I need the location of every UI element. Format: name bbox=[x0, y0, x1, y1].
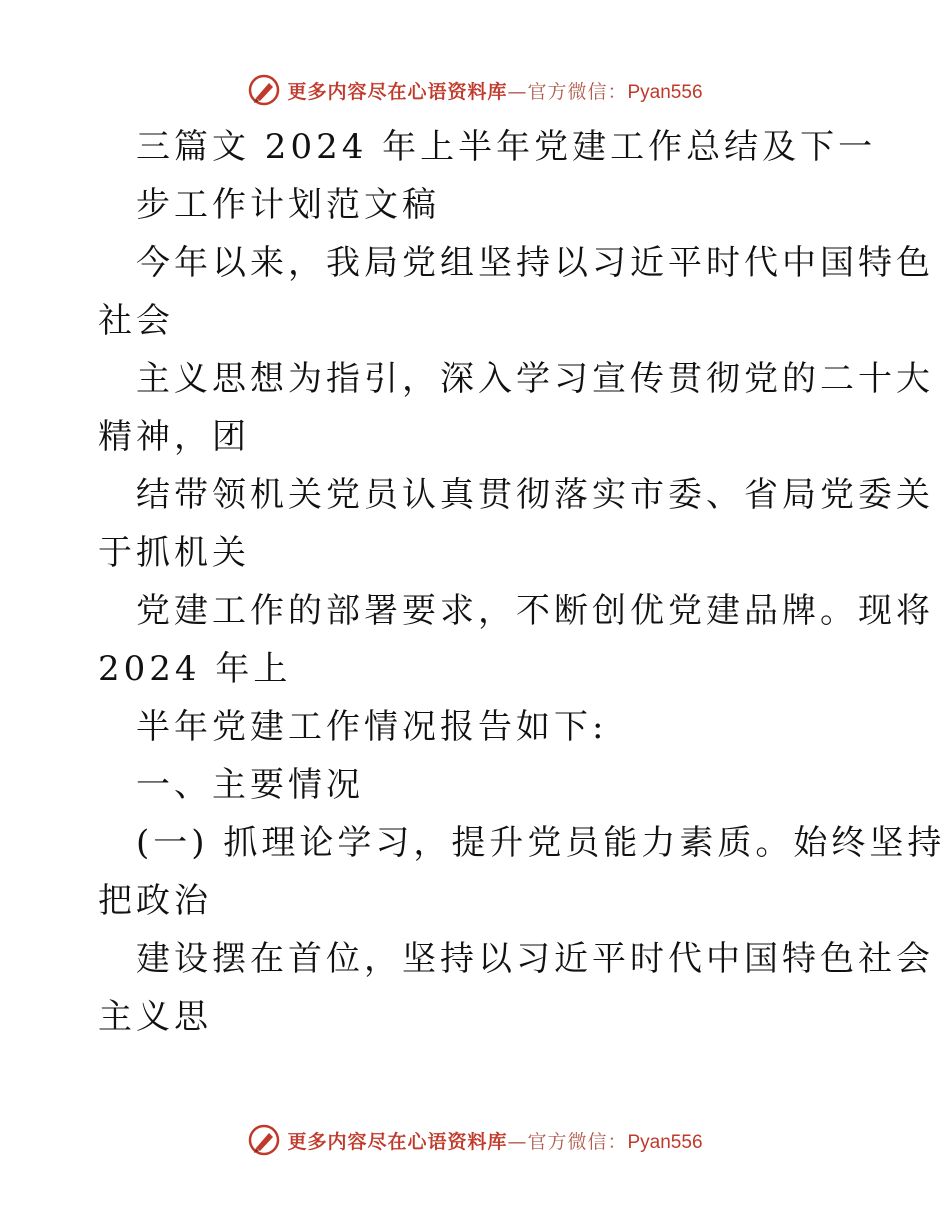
text-line: 结带领机关党员认真贯彻落实市委、省局党委关 bbox=[136, 475, 934, 515]
watermark-sub: 官方微信： bbox=[527, 1130, 628, 1153]
text-line: 今年以来，我局党组坚持以习近平时代中国特色 bbox=[136, 243, 934, 283]
watermark-main: 更多内容尽在心语资料库 bbox=[287, 80, 508, 103]
watermark-dash: — bbox=[507, 80, 528, 103]
text-line: 把政治 bbox=[98, 881, 212, 921]
watermark-text bbox=[287, 77, 702, 104]
text-line: (一) 抓理论学习，提升党员能力素质。始终坚持 bbox=[136, 823, 946, 863]
text-line: 半年党建工作情况报告如下: bbox=[136, 707, 608, 747]
document-body bbox=[98, 118, 946, 1046]
text-line: 主义思想为指引，深入学习宣传贯彻党的二十大 bbox=[136, 359, 934, 399]
watermark-text bbox=[287, 1127, 702, 1154]
watermark-main: 更多内容尽在心语资料库 bbox=[287, 1130, 508, 1153]
text-line: 建设摆在首位，坚持以习近平时代中国特色社会 bbox=[136, 939, 934, 979]
text-line: 党建工作的部署要求，不断创优党建品牌。现将 bbox=[136, 591, 934, 631]
watermark-banner-bottom bbox=[0, 1120, 950, 1160]
section-heading: 一、主要情况 bbox=[136, 765, 364, 805]
text-line: 于抓机关 bbox=[98, 533, 250, 573]
watermark-sub: 官方微信： bbox=[527, 80, 628, 103]
text-line: 2024 年上 bbox=[98, 649, 292, 689]
text-line: 三篇文 2024 年上半年党建工作总结及下一 bbox=[136, 127, 877, 167]
watermark-banner-top bbox=[0, 70, 950, 110]
text-line: 社会 bbox=[98, 301, 174, 341]
pen-logo-icon bbox=[247, 1123, 281, 1157]
watermark-id: Pyan556 bbox=[627, 81, 703, 103]
pen-logo-icon bbox=[247, 73, 281, 107]
text-line: 主义思 bbox=[98, 997, 212, 1037]
text-line: 步工作计划范文稿 bbox=[136, 185, 440, 225]
watermark-dash: — bbox=[507, 1130, 528, 1153]
watermark-id: Pyan556 bbox=[627, 1131, 703, 1153]
text-line: 精神，团 bbox=[98, 417, 250, 457]
